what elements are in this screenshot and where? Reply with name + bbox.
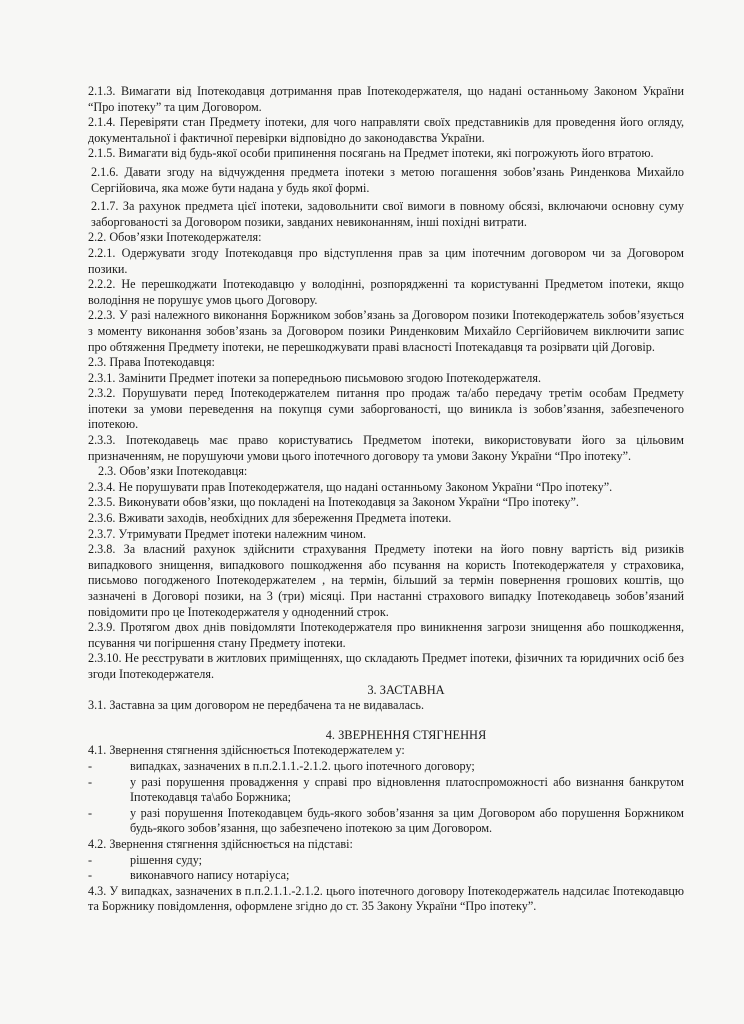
list-dash: - [88, 868, 93, 883]
list-item [88, 775, 684, 806]
heading-2-3-rights: 2.3. Права Іпотекодавця: [88, 355, 215, 370]
list-item [88, 806, 684, 837]
clause-2-3-7: 2.3.7. Утримувати Предмет іпотеки належним чином. [88, 526, 367, 541]
list-item-text: випадках, зазначених в п.п.2.1.1.-2.1.2. цього іпотечного договору; [130, 758, 475, 773]
section-3-title: 3. ЗАСТАВНА [367, 682, 445, 697]
clause-2-3-1: 2.3.1. Замінити Предмет іпотеки за попередньою письмовою згодою Іпотекодержателя. [88, 370, 542, 385]
heading-2-3-duties: 2.3. Обов’язки Іпотекодавця: [98, 464, 248, 479]
list-dash: - [88, 774, 93, 789]
clause-2-3-3: 2.3.3. Іпотекодавець має право користуватись Предметом іпотеки, використовувати його за цільовим призначенням, не порушуючи умови цього іпотечного договору та умови Закону України “Про іпотеку”. [88, 433, 684, 463]
list-item-text: у разі порушення провадження у справі про відновлення платоспроможності або визнання банкрутом Іпотекодавця та\або Боржника; [130, 774, 684, 805]
list-dash: - [88, 758, 93, 773]
clause-4-2: 4.2. Звернення стягнення здійснюється на підставі: [88, 836, 353, 851]
clause-2-3-5: 2.3.5. Виконувати обов’язки, що покладені на Іпотекодавця за Законом України “Про іпотеку”. [88, 495, 579, 510]
list-item-text: у разі порушення Іпотекодавцем будь-якого зобов’язання за цим Договором або порушення Боржником будь-якого зобов’язання, що забезпечено іпотекою за цим Договором. [130, 805, 684, 836]
clause-2-3-2: 2.3.2. Порушувати перед Іпотекодержателем питання про продаж та/або передачу третім особам Предмету іпотеки за умови переведення на покупця суми заборгованості, що виникла із зобов’язання, забезпеченого іпотекою. [88, 386, 684, 432]
clause-2-1-4: 2.1.4. Перевіряти стан Предмету іпотеки, для чого направляти своїх представників для проведення його огляду, документальної і фактичної перевірки відповідно до законодавства України. [88, 115, 684, 145]
clause-2-3-6: 2.3.6. Вживати заходів, необхідних для збереження Предмета іпотеки. [88, 511, 452, 526]
clause-2-3-8: 2.3.8. За власний рахунок здійснити страхування Предмету іпотеки на його повну вартість від ризиків випадкового знищення, випадкового пошкодження або псування на користь Іпотекодержателя у страховика, письмово погодженого Іпотекодержателем , на термін, більший за термін повернення грошових коштів, що зазначені в Договорі позики, на 3 (три) місяці. При настанні страхового випадку Іпотекодавець зобов’язаний повідомити про це Іпотекодержателя у одноденний строк. [88, 542, 684, 619]
clause-4-1: 4.1. Звернення стягнення здійснюється Іпотекодержателем у: [88, 743, 405, 758]
list-dash: - [88, 805, 93, 820]
clause-2-3-9: 2.3.9. Протягом двох днів повідомляти Іпотекодержателя про виникнення загрози знищення або пошкодження, псування чи погіршення стану Предмету іпотеки. [88, 620, 684, 650]
clause-2-1-7: 2.1.7. За рахунок предмета цієї іпотеки, задовольнити свої вимоги в повному обсязі, включаючи основну суму заборгованості за Договором позики, завданих невиконанням, інші похідні витрати. [91, 199, 684, 229]
clause-2-3-4: 2.3.4. Не порушувати прав Іпотекодержателя, що надані останньому Законом України “Про іпотеку”. [88, 479, 613, 494]
list-item-text: рішення суду; [130, 852, 203, 867]
list-dash: - [88, 852, 93, 867]
clause-2-1-3: 2.1.3. Вимагати від Іпотекодавця дотримання прав Іпотекодержателя, що надані останньому Законом України “Про іпотеку” та цим Договором. [88, 84, 684, 114]
clause-2-1-6: 2.1.6. Давати згоду на відчуждення предмета іпотеки з метою погашення зобов’язань Ринденкова Михайло Сергійовича, яка може бути надана у будь якої формі. [91, 164, 684, 195]
clause-3-1: 3.1. Заставна за цим договором не передбачена та не видавалась. [88, 698, 425, 713]
clause-2-1-5: 2.1.5. Вимагати від будь-якої особи припинення посягань на Предмет іпотеки, які погрожують його втратою. [88, 146, 654, 161]
list-item [88, 759, 684, 775]
list-item-text: виконавчого напису нотаріуса; [130, 868, 290, 883]
clause-2-2-3: 2.2.3. У разі належного виконання Боржником зобов’язань за Договором позики Іпотекодержатель зобов’язується з моменту виконання зобов’язань за Договором позики Ринденковим Михайло Сергійовичем виключити запис про обтяження Предмету іпотеки, не перешкоджувати праві власності Іпотекадавця та розірвати цій Договір. [88, 308, 684, 354]
heading-2-2: 2.2. Обов’язки Іпотекодержателя: [88, 230, 262, 245]
clause-4-3: 4.3. У випадках, зазначених в п.п.2.1.1.-2.1.2. цього іпотечного договору Іпотекодержатель надсилає Іпотекодавцю та Боржнику повідомлення, оформлене згідно до ст. 35 Закону України “Про іпотеку”. [88, 883, 684, 914]
list-item [88, 868, 684, 884]
clause-2-2-1: 2.2.1. Одержувати згоду Іпотекодавця про відступлення прав за цим іпотечним договором чи за Договором позики. [88, 245, 684, 276]
list-item [88, 853, 684, 869]
section-4-title: 4. ЗВЕРНЕННЯ СТЯГНЕННЯ [325, 727, 487, 742]
clause-2-3-10: 2.3.10. Не реєструвати в житлових приміщеннях, що складають Предмет іпотеки, фізичних та юридичних осіб без згоди Іпотекодержателя. [88, 651, 684, 681]
clause-2-2-2: 2.2.2. Не перешкоджати Іпотекодавцю у володінні, розпорядженні та користуванні Предметом іпотеки, якщо володіння не порушує умов цього Договору. [88, 277, 684, 307]
